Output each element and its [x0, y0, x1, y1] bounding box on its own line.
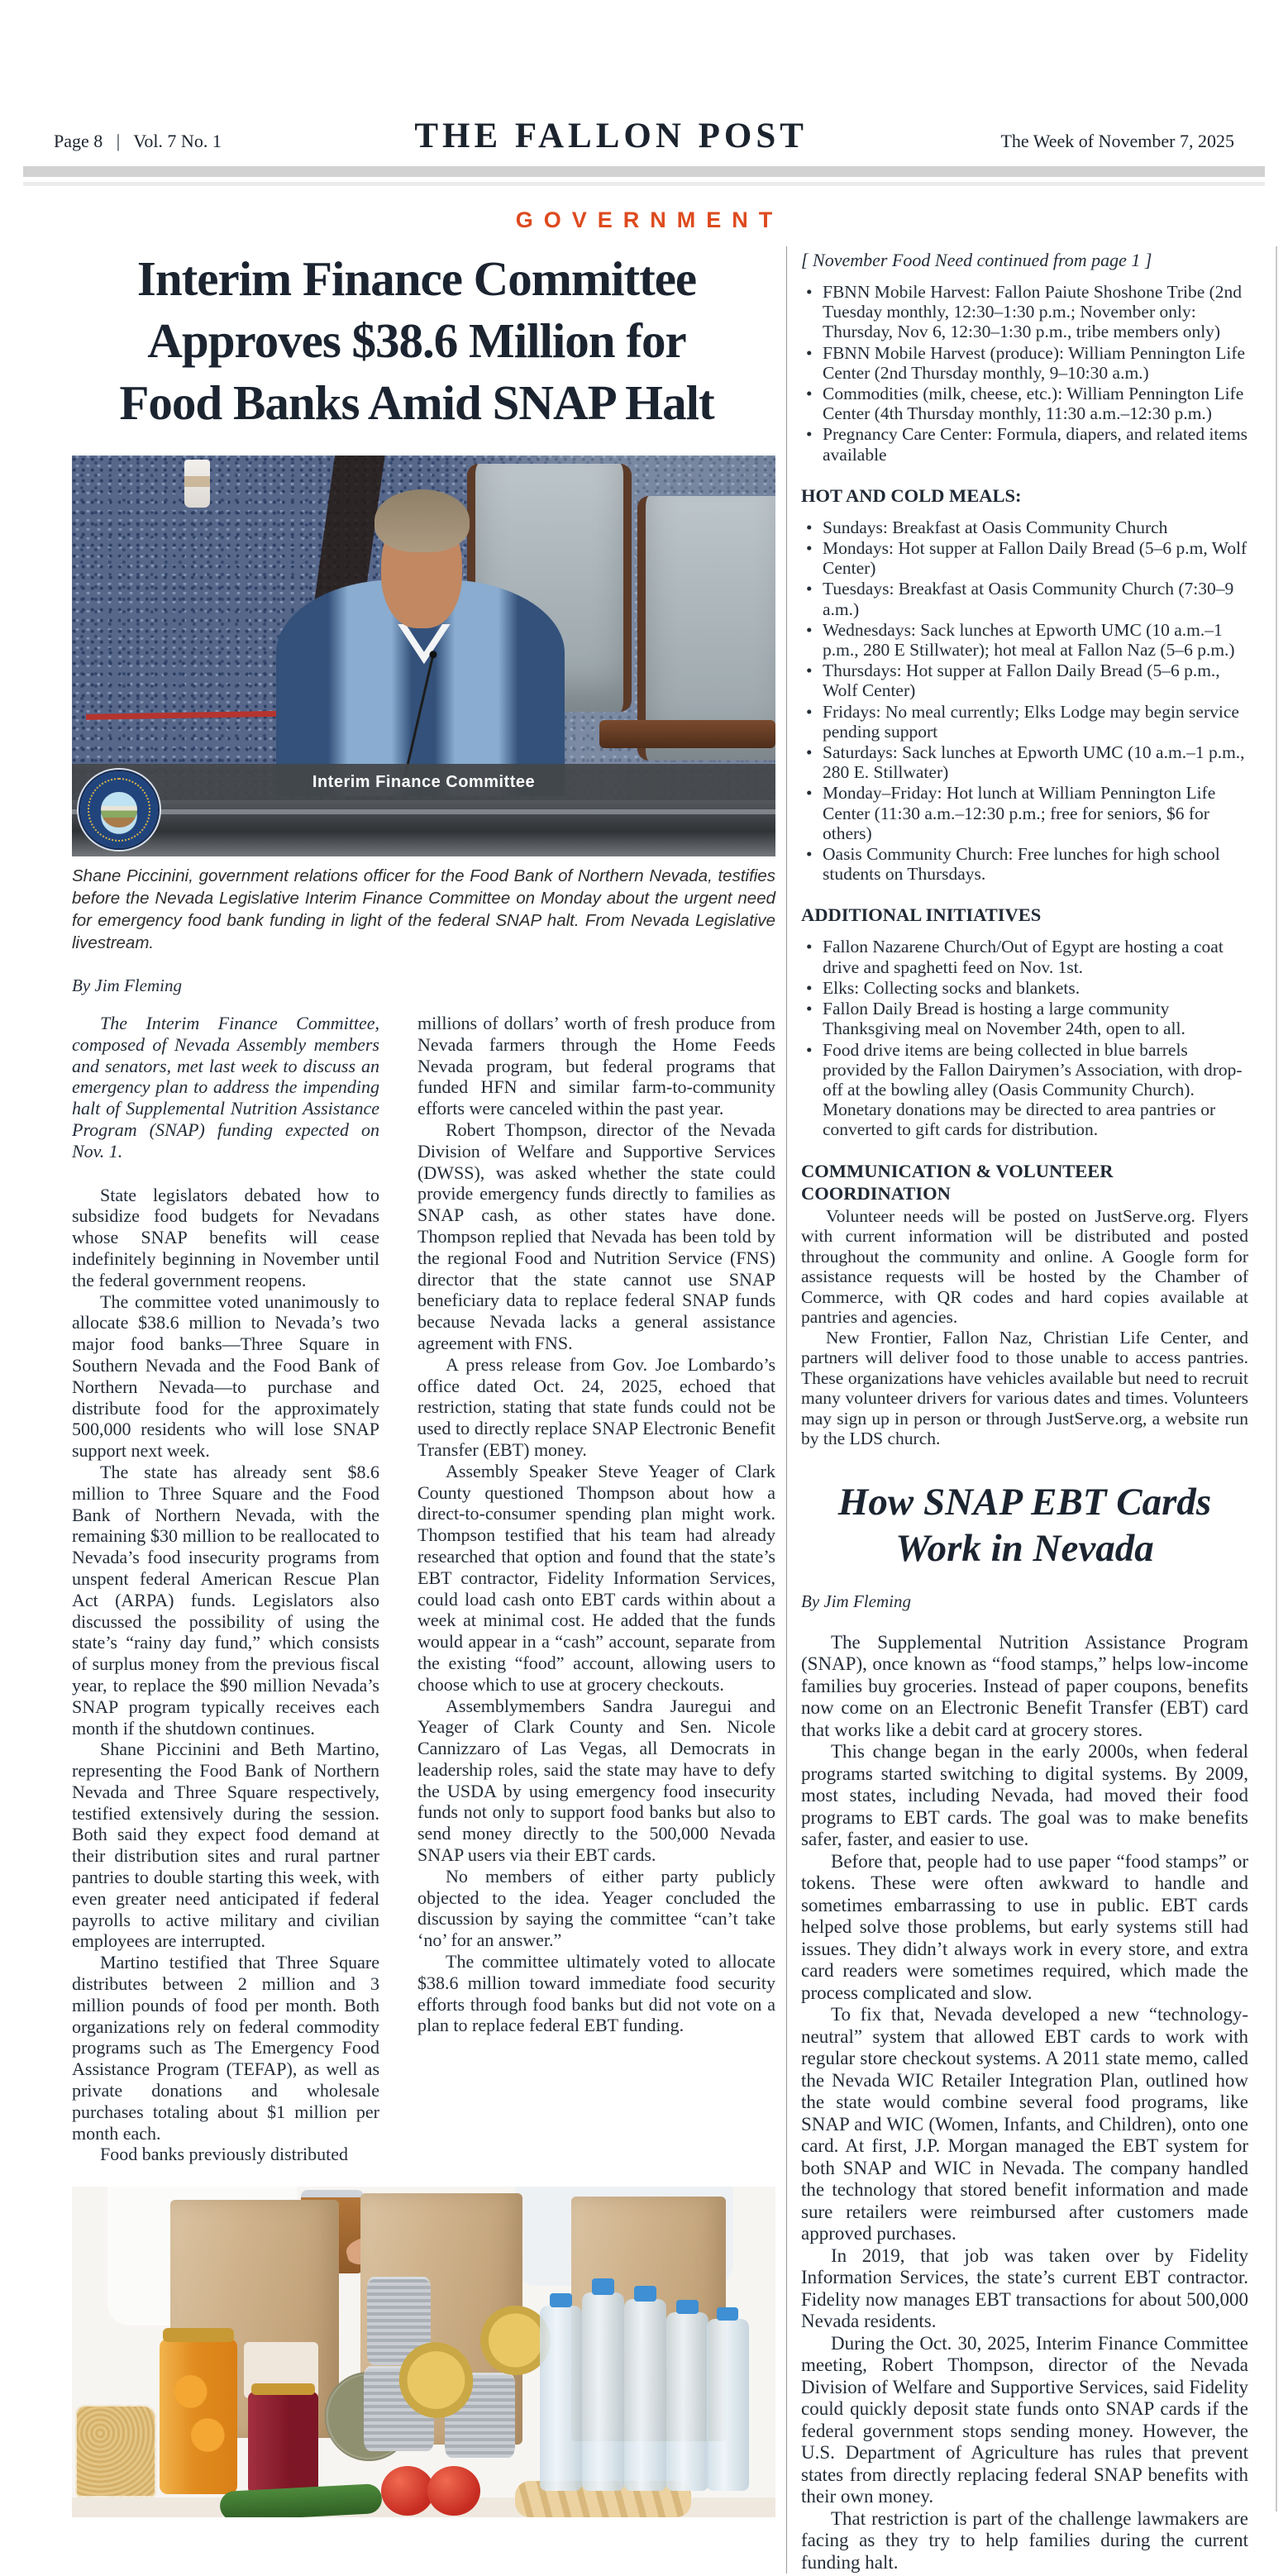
section-label: GOVERNMENT — [515, 208, 784, 232]
article-paragraph: That restriction is part of the challenge lawmakers are facing as they try to help families during the current funding halt. — [801, 2507, 1248, 2573]
list-item: • Tuesdays: Breakfast at Oasis Community Church (7:30–9 a.m.) — [801, 579, 1248, 618]
cucumber — [219, 2483, 382, 2517]
food-need-list — [801, 282, 1248, 465]
article-paragraph: Assemblymembers Sandra Jauregui and Yeager of Clark County and Sen. Nicole Cannizzaro of Las Vegas, all Democrats in leadership roles, said the state may have to defy the USDA by using emergency food insecurity funds not only to support food banks but also to send money directly to the 500,000 Nevada SNAP users via their EBT cards. — [417, 1695, 775, 1866]
meals-heading: HOT AND COLD MEALS: — [801, 484, 1022, 506]
article-paragraph: Shane Piccinini and Beth Martino, representing the Food Bank of Northern Nevada and Three Square respectively, testified extensively during the session. Both said they expect food demand at their distribution sites and rural partner pantries to double starting this week, with even greater need anticipated if federal payrolls to active military and civilian employees are interrupted. — [72, 1739, 379, 1952]
food-donation-photo — [72, 2187, 775, 2517]
second-article-headline — [801, 1479, 1248, 1572]
lead-headline — [54, 248, 780, 434]
headline-line: Interim Finance Committee — [136, 251, 697, 306]
second-article-byline: By Jim Fleming — [801, 1591, 911, 1611]
coffee-cup — [184, 460, 210, 508]
list-item: • Wednesdays: Sack lunches at Epworth UMC (10 a.m.–1 p.m., 280 E Stillwater); hot meal at Fallon Naz (5–6 p.m.) — [801, 620, 1248, 660]
list-item: • Sundays: Breakfast at Oasis Community Church — [801, 518, 1248, 537]
water-bottle — [666, 2312, 708, 2491]
article-paragraph: The Interim Finance Committee, composed of Nevada Assembly members and senators, met last week to discuss an emergency plan to address the impending halt of Supplemental Nutrition Assistance Program (SNAP) funding expected on Nov. 1. — [72, 1013, 379, 1162]
content-area — [54, 246, 1248, 2574]
article-column-1 — [72, 1013, 379, 2165]
list-item: • Food drive items are being collected in blue barrels provided by the Fallon Dairymen’s Association, with drop-off at the bowling alley (Oasis Community Church). Monetary donations may be directed to area pantries or converted to gift cards for distribution. — [801, 1040, 1248, 1140]
article-paragraph: Assembly Speaker Steve Yeager of Clark County questioned Thompson about how a direct-to-consumer spending plan might work. Thompson testified that his team had already researched that option and found that the state’s EBT contractor, Fidelity Information Services, could load cash onto EBT cards within about a week at minimal cost. He added that the funds would appear in a “cash” account, separate from the existing “food” account, allowing users to choose which to use at grocery checkouts. — [417, 1460, 775, 1695]
article-paragraph: The committee voted unanimously to allocate $38.6 million to Nevada’s two major food banks—Three Square in Southern Nevada and the Food Bank of Northern Nevada—to purchase and distribute food for the approximately 500,000 residents who will lose SNAP support next week. — [72, 1290, 379, 1462]
article-paragraph: The committee ultimately voted to allocate $38.6 million toward immediate food security efforts through food banks but did not vote on a plan to replace federal EBT funding. — [417, 1951, 775, 2036]
list-item: • FBNN Mobile Harvest (produce): William Pennington Life Center (2nd Thursday monthly, 9–10:30 a.m.) — [801, 343, 1248, 383]
chickpea-bag — [75, 2405, 156, 2497]
article-paragraph: Robert Thompson, director of the Nevada Division of Welfare and Supportive Services (DWSS), was asked whether the state could provide emergency funds directly to families as SNAP cash, as other states have done. Thompson replied that Nevada has been told by the regional Food and Nutrition Service (FNS) director that the state cannot use SNAP beneficiary data to replace federal SNAP funds because Nevada lacks a general assistance agreement with FNS. — [417, 1119, 775, 1353]
list-item: • FBNN Mobile Harvest: Fallon Paiute Shoshone Tribe (2nd Tuesday monthly, 12:30–1:30 p.m.; November only: Thursday, Nov 6, 12:30–1:30 p.m., tribe members only) — [801, 282, 1248, 342]
lead-photo — [72, 456, 775, 856]
article-paragraph: Martino testified that Three Square distributes between 2 million and 3 million pounds of food per month. Both organizations rely on federal commodity programs such as The Emergency Food Assistance Program (TEFAP), as well as private donations and wholesale purchases totaling about $1 million per month each. — [72, 1952, 379, 2144]
committee-caption-bar — [72, 764, 775, 800]
communication-heading: COMMUNICATION & VOLUNTEER COORDINATION — [801, 1160, 1114, 1204]
meals-list — [801, 518, 1248, 885]
issue-date: The Week of November 7, 2025 — [1000, 131, 1234, 151]
list-item: • Fallon Daily Bread is hosting a large community Thanksgiving meal on November 24th, open to all. — [801, 999, 1248, 1038]
continued-note: [ November Food Need continued from page 1 ] — [801, 250, 1152, 270]
committee-desk — [72, 800, 775, 856]
list-item: • Fallon Nazarene Church/Out of Egypt are hosting a coat drive and spaghetti feed on Nov. 1st. — [801, 937, 1248, 976]
sidebar-column — [786, 246, 1248, 2574]
tomato — [427, 2466, 480, 2516]
headline-line: How SNAP EBT Cards — [837, 1480, 1212, 1524]
headline-line: Approves $38.6 Million for — [147, 313, 686, 368]
jam-jar — [248, 2392, 318, 2494]
sidebar-paragraph: Volunteer needs will be posted on JustServe.org. Flyers with current information will be distributed and posted throughout the community and online. A Google form for assistance requests will be hosted by the Chamber of Commerce, with QR codes and hard copies available at pantries and agencies. — [801, 1205, 1248, 1328]
article-paragraph: Before that, people had to use paper “food stamps” or tokens. These were often awkward to handle and sometimes embarrassing to use in public. EBT cards helped solve those problems, but early systems still had issues. They didn’t always work in every store, and extra card readers were sometimes required, which made the process complicated and slow. — [801, 1850, 1248, 2003]
article-paragraph: No members of either party publicly objected to the idea. Yeager concluded the discussion by saying the committee “can’t take ‘no’ for an answer.” — [417, 1865, 775, 1951]
water-bottle — [582, 2292, 624, 2491]
article-paragraph: A press release from Gov. Joe Lombardo’s office dated Oct. 24, 2025, echoed that restriction, stating that state funds could not be used to directly replace SNAP Electronic Benefit Transfer (EBT) money. — [417, 1353, 775, 1460]
lead-article — [54, 246, 780, 2574]
article-paragraph: State legislators debated how to subsidize food budgets for Nevadans whose SNAP benefits will cease indefinitely beginning in November until the federal government reopens. — [72, 1184, 379, 1290]
right-edge-rule — [1276, 246, 1277, 2512]
second-article-body — [801, 1632, 1248, 2574]
article-paragraph: In 2019, that job was taken over by Fidelity Information Services, the state’s current EBT contractor. Fidelity now manages EBT transactions for about 500,000 Nevada residents. — [801, 2244, 1248, 2332]
page-info: Page 8 | Vol. 7 No. 1 — [54, 131, 222, 151]
article-paragraph: Food banks previously distributed — [100, 2144, 349, 2165]
list-item: • Elks: Collecting socks and blankets. — [801, 978, 1248, 998]
list-item: • Pregnancy Care Center: Formula, diapers, and related items available — [801, 424, 1248, 464]
initiatives-heading: ADDITIONAL INITIATIVES — [801, 904, 1042, 926]
article-paragraph: millions of dollars’ worth of fresh produce from Nevada farmers through the Home Feeds Nevada program, but federal programs that funded HFN and similar farm-to-community efforts were canceled within the past year. — [417, 1013, 775, 1119]
seal-ring — [88, 778, 151, 842]
article-column-2 — [417, 1013, 775, 2165]
headline-line: Food Banks Amid SNAP Halt — [119, 375, 714, 430]
header-rule-thick — [23, 166, 1265, 177]
list-item: • Fridays: No meal currently; Elks Lodge may begin service pending support — [801, 702, 1248, 742]
water-bottle — [707, 2319, 749, 2491]
list-item: • Saturdays: Sack lunches at Epworth UMC (10 a.m.–1 p.m., 280 E. Stillwater) — [801, 742, 1248, 782]
headline-line: Work in Nevada — [895, 1526, 1154, 1570]
nevada-seal-icon — [80, 771, 158, 849]
peach-jar — [160, 2339, 237, 2494]
list-item: • Monday–Friday: Hot lunch at William Pennington Life Center (11:30 a.m.–12:30 p.m.; free for seniors, $6 for others) — [801, 783, 1248, 843]
wood-armrest — [599, 720, 775, 748]
article-paragraph: The state has already sent $8.6 million to Three Square and the Food Bank of Northern Nevada, with the remaining $30 million to be reallocated to Nevada’s food insecurity programs from unspent federal American Rescue Plan Act (ARPA) funds. Legislators also discussed the possibility of using the state’s “rainy day fund,” which consists of surplus money from the previous fiscal year, to replace the $90 million Nevada’s SNAP program typically receives each month if the shutdown continues. — [72, 1461, 379, 1739]
list-item: • Thursdays: Hot supper at Fallon Daily Bread (5–6 p.m., Wolf Center) — [801, 661, 1248, 700]
lead-byline: By Jim Fleming — [72, 976, 182, 995]
water-bottle — [624, 2299, 666, 2491]
article-paragraph: This change began in the early 2000s, when federal programs started switching to digital systems. By 2009, most states, including Nevada, had moved their food programs to EBT cards. The goal was to make benefits safer, faster, and easier to use. — [801, 1741, 1248, 1850]
masthead-title: THE FALLON POST — [414, 117, 808, 155]
list-item: • Oasis Community Church: Free lunches for high school students on Thursdays. — [801, 844, 1248, 884]
communication-paragraphs — [801, 1206, 1248, 1449]
photo-caption: Shane Piccinini, government relations officer for the Food Bank of Northern Nevada, testifies before the Nevada Legislative Interim Finance Committee on Monday about the urgent need for emergency food bank funding in light of the federal SNAP halt. From Nevada Legislative livestream. — [72, 866, 775, 952]
sidebar-paragraph: New Frontier, Fallon Naz, Christian Life Center, and partners will deliver food to those unable to access pantries. These organizations have vehicles available but need to recruit many volunteer drivers for various dates and times. Volunteers may sign up in person or through JustServe.org, a website run by the LDS church. — [801, 1327, 1248, 1449]
article-paragraph: To fix that, Nevada developed a new “technology-neutral” system that allowed EBT cards to work with regular store checkout systems. A 2011 state memo, called the Nevada WIC Retailer Integration Plan, outlined how the state would combine several food programs, like SNAP and WIC (Women, Infants, and Children), onto one card. At first, J.P. Morgan managed the EBT system for both SNAP and WIC in Nevada. The company handled the technology that stored benefit information and made sure retailers were reimbursed after customers made approved purchases. — [801, 2004, 1248, 2244]
article-paragraph: The Supplemental Nutrition Assistance Program (SNAP), once known as “food stamps,” helps low-income families buy groceries. Instead of paper coupons, benefits now come on an Electronic Benefit Transfer (EBT) card that works like a debit card at grocery stores. — [801, 1631, 1248, 1740]
list-item: • Commodities (milk, cheese, etc.): William Pennington Life Center (4th Thursday monthly, 11:30 a.m.–12:30 p.m.) — [801, 384, 1248, 423]
committee-caption-label: Interim Finance Committee — [312, 772, 536, 791]
list-item: • Mondays: Hot supper at Fallon Daily Bread (5–6 p.m, Wolf Center) — [801, 538, 1248, 578]
initiatives-list — [801, 937, 1248, 1139]
page-header — [54, 0, 1234, 156]
header-rule-thin — [23, 182, 1265, 186]
water-bottle — [540, 2306, 582, 2491]
article-paragraph: During the Oct. 30, 2025, Interim Finance Committee meeting, Robert Thompson, director of the Nevada Division of Welfare and Supportive Services, said Fidelity could quickly deposit state funds onto SNAP cards if the federal government stops sending money. However, the U.S. Department of Agriculture has rules that prevent states from directly replacing federal SNAP benefits with their own money. — [801, 2332, 1248, 2507]
lead-article-columns — [72, 1013, 775, 2165]
speaker-head — [381, 508, 462, 628]
